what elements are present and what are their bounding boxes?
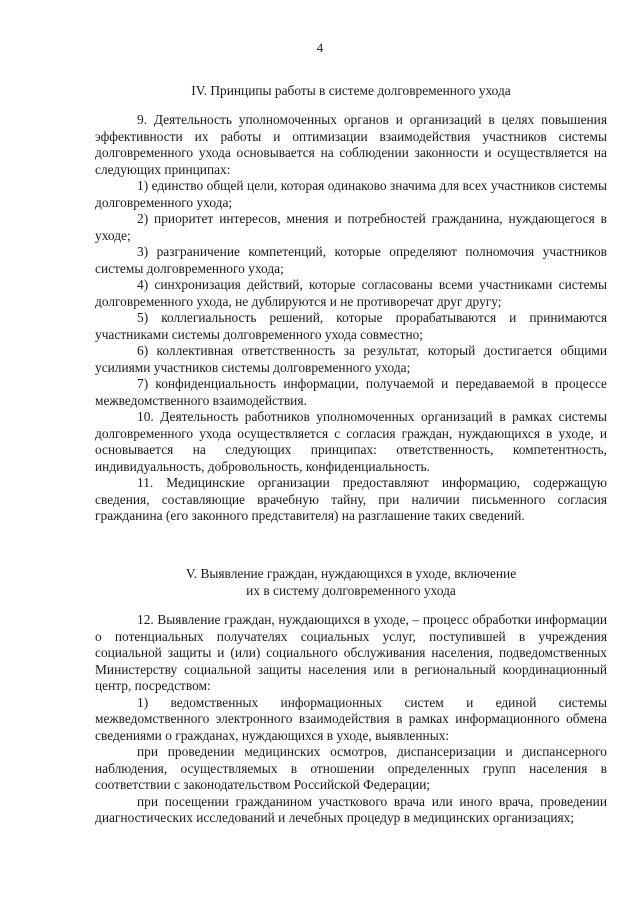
- section-4-heading: IV. Принципы работы в системе долговременного ухода: [191, 83, 511, 98]
- section-5-heading-line-1: V. Выявление граждан, нуждающихся в уходе, включение: [185, 566, 517, 581]
- principle-2: 2) приоритет интересов, мнения и потребностей гражданина, нуждающегося в уходе;: [95, 211, 607, 243]
- principle-4: 4) синхронизация действий, которые согласованы всеми участниками системы долговременного ухода, не дублируются и не противоречат друг другу;: [95, 277, 607, 309]
- section-5-body: [95, 612, 607, 827]
- paragraph-11: 11. Медицинские организации предоставляют информацию, содержащую сведения, составляющие врачебную тайну, при наличии письменного согласия гражданина (его законного представителя) на разглашение таких сведений.: [95, 475, 607, 523]
- section-4-body: [95, 112, 607, 525]
- principle-7: 7) конфиденциальность информации, получаемой и передаваемой в процессе межведомственного взаимодействия.: [95, 376, 607, 408]
- sub-item-doctor-visits: при посещении гражданином участкового врача или иного врача, проведении диагностических исследований и лечебных процедур в медицинских организациях;: [95, 793, 607, 825]
- principle-5: 5) коллегиальность решений, которые прорабатываются и принимаются участниками системы долговременного ухода совместно;: [95, 310, 607, 342]
- page-number: 4: [316, 40, 324, 55]
- paragraph-12: 12. Выявление граждан, нуждающихся в уходе, – процесс обработки информации о потенциальных получателях социальных услуг, поступившей в учреждения социальной защиты и (или) социального обслуживания населения, подведомственных Министерству социальной защиты населения или в региональный координационный центр, посредством:: [95, 612, 607, 693]
- item-1: 1) ведомственных информационных систем и единой системы межведомственного электронного взаимодействия в рамках информационного обмена сведениями о гражданах, нуждающихся в уходе, выявленных:: [95, 694, 607, 743]
- paragraph-10: 10. Деятельность работников уполномоченных организаций в рамках системы долговременного ухода осуществляется с согласия граждан, нуждающихся в уходе, и основывается на следующих принципах: ответственность, компетентность, индивидуальность, добровольность, конфиденциальность.: [95, 409, 607, 474]
- section-5-heading-line-2: их в систему долговременного ухода: [246, 582, 456, 598]
- principle-3: 3) разграничение компетенций, которые определяют полномочия участников системы долговременного ухода;: [95, 244, 607, 276]
- principle-6: 6) коллективная ответственность за результат, который достигается общими усилиями участников системы долговременного ухода;: [95, 343, 607, 375]
- principle-1: 1) единство общей цели, которая одинаково значима для всех участников системы долговременного ухода;: [95, 178, 607, 210]
- paragraph-9: 9. Деятельность уполномоченных органов и организаций в целях повышения эффективности их работы и оптимизации взаимодействия участников системы долговременного ухода основывается на соблюдении законности и осуществляется на следующих принципах:: [95, 112, 607, 177]
- sub-item-medical-exams: при проведении медицинских осмотров, диспансеризации и диспансерного наблюдения, осуществляемых в отношении определенных групп населения в соответствии с законодательством Российской Федерации;: [95, 744, 607, 792]
- section-5-heading: [95, 566, 607, 599]
